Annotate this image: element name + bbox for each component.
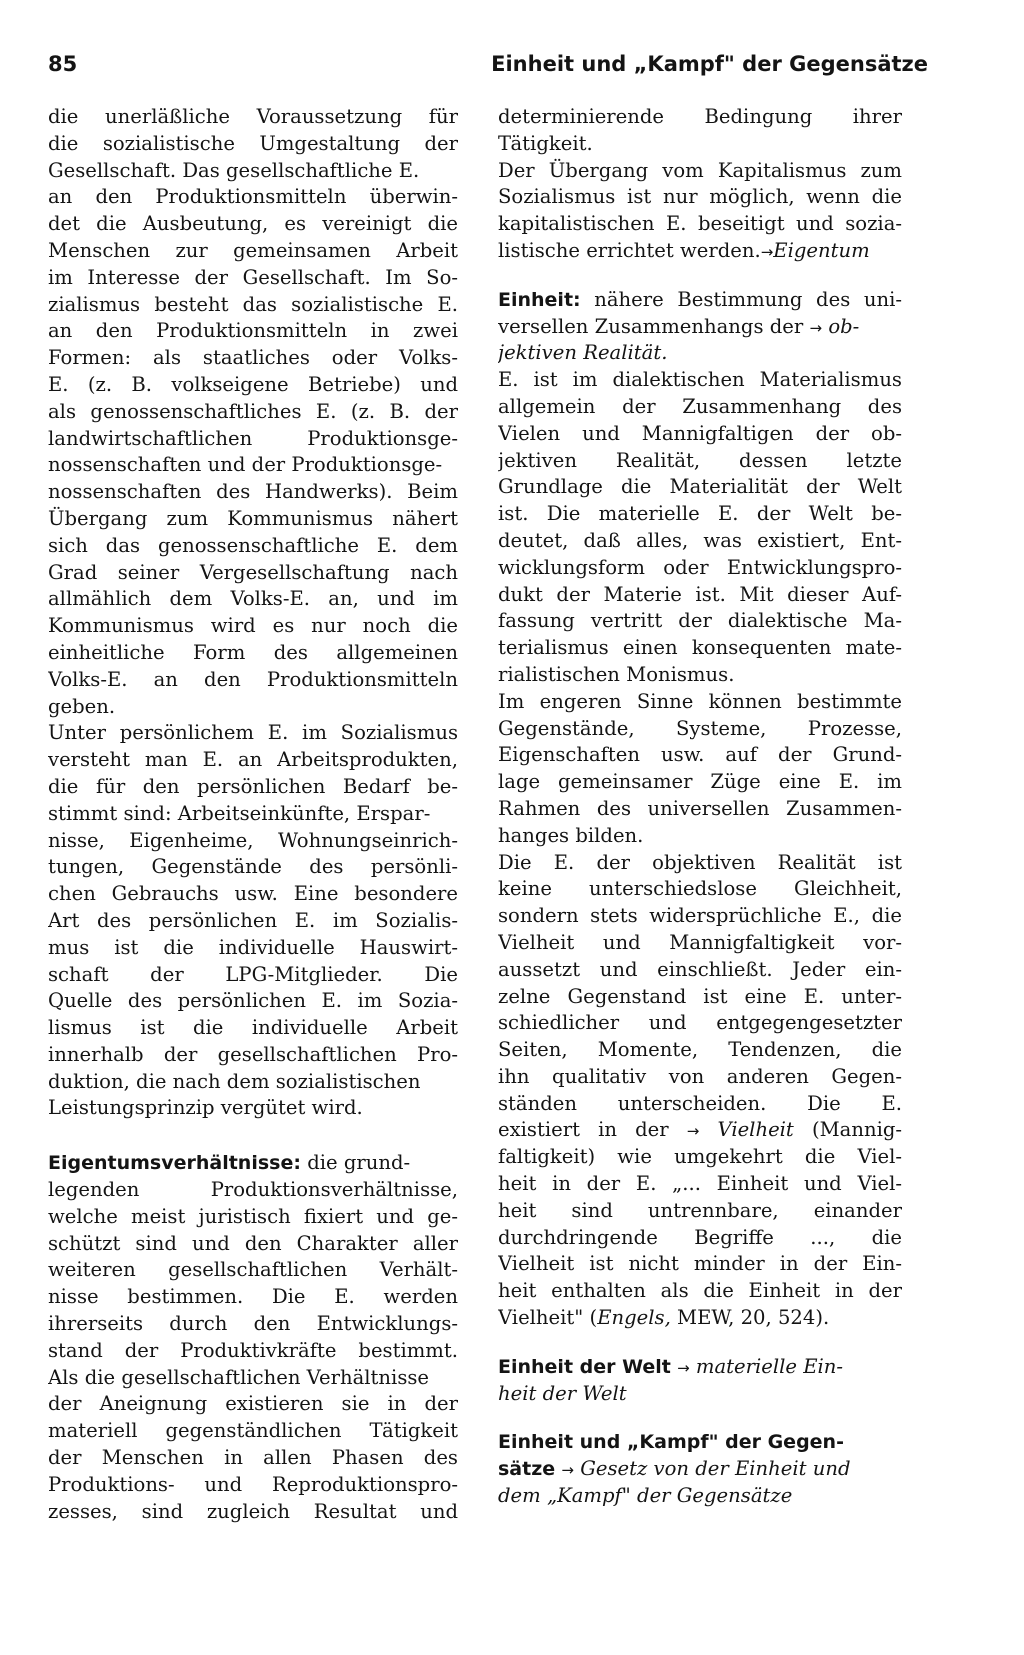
text-line: Tätigkeit.: [498, 131, 593, 155]
text-line: Kommunismus wird es nur noch die: [48, 614, 458, 638]
text-line: chen Gebrauchs usw. Eine besondere: [48, 882, 458, 906]
entry-eigentumsverhaeltnisse-continuation: [498, 104, 902, 265]
text-line: Art des persönlichen E. im Sozialis-: [48, 908, 458, 932]
text-line: Rahmen des universellen Zusammen-: [498, 796, 902, 820]
text-line: schaft der LPG-Mitglieder. Die: [48, 962, 458, 986]
text-line: sondern stets widersprüchliche E., die: [498, 904, 902, 928]
entry-text: versellen Zusammenhangs der: [498, 314, 804, 338]
text-line: schiedlicher und entgegengesetzter: [498, 1011, 902, 1035]
text-line: fassung vertritt der dialektische Ma-: [498, 609, 902, 633]
text-line: terialismus einen konsequenten mate-: [498, 636, 902, 660]
text-line: kapitalistischen E. beseitigt und sozia-: [498, 212, 902, 236]
text-line: duktion, die nach dem sozialistischen: [48, 1069, 421, 1093]
text-line: versteht man E. an Arbeitsprodukten,: [48, 748, 458, 772]
text-line: schützt sind und den Charakter aller: [48, 1231, 458, 1255]
running-head: [48, 50, 928, 90]
text-line: zialismus besteht das sozialistische E.: [48, 292, 458, 316]
text-line: legenden Produktionsverhältnisse,: [48, 1178, 458, 1202]
text-line: die sozialistische Umgestaltung der: [48, 131, 458, 155]
text-line: stand der Produktivkräfte bestimmt.: [48, 1338, 458, 1362]
cross-reference-arrow-icon: →: [809, 318, 823, 337]
text-line: nisse bestimmen. Die E. werden: [48, 1285, 458, 1309]
entry-text: (Mannig-: [811, 1118, 902, 1142]
text-line: Grad seiner Vergesellschaftung nach: [48, 560, 458, 584]
entry-first-line: [498, 1354, 902, 1381]
cross-reference-arrow-icon: →: [677, 1358, 690, 1377]
headword: Einheit:: [498, 288, 581, 311]
text-line: weiteren gesellschaftlichen Verhält-: [48, 1258, 458, 1282]
text-line: Vielen und Mannigfaltigen der ob-: [498, 421, 902, 445]
text-line: wicklungsform oder Entwicklungspro-: [498, 555, 902, 579]
text-line: Der Übergang vom Kapitalismus zum: [498, 158, 902, 182]
text-line: allgemein der Zusammenhang des: [498, 394, 902, 418]
text-line: mus ist die individuelle Hauswirt-: [48, 935, 458, 959]
text-line: Eigenschaften usw. auf der Grund-: [498, 743, 902, 767]
text-line: keine unterschiedslose Gleichheit,: [498, 877, 902, 901]
text-line: nisse, Eigenheime, Wohnungseinrich-: [48, 828, 458, 852]
text-line: det die Ausbeutung, es vereinigt die: [48, 212, 458, 236]
text-line: im Interesse der Gesellschaft. Im So-: [48, 265, 458, 289]
text-line: E. (z. B. volkseigene Betriebe) und: [48, 372, 458, 396]
entry-text: nähere Bestimmung des uni-: [594, 287, 902, 311]
text-line: nossenschaften des Handwerks). Beim: [48, 480, 458, 504]
entry-einheit: [498, 287, 902, 1332]
text-line: stimmt sind: Arbeitseinkünfte, Erspar-: [48, 801, 431, 825]
text-line: Produktions- und Reproduktionspro-: [48, 1472, 458, 1496]
text-line: Übergang zum Kommunismus nähert: [48, 506, 458, 530]
text-line: Gesellschaft. Das gesellschaftliche E.: [48, 158, 420, 182]
cross-reference-link[interactable]: Vielheit: [717, 1118, 794, 1142]
text-line: dukt der Materie ist. Mit dieser Auf-: [498, 582, 902, 606]
text-line: zelne Gegenstand ist eine E. unter-: [498, 984, 902, 1008]
entry-first-line: [48, 1150, 458, 1177]
text-line: landwirtschaftlichen Produktionsge-: [48, 426, 458, 450]
text-line: Quelle des persönlichen E. im Sozia-: [48, 989, 458, 1013]
text-line: tungen, Gegenstände des persönli-: [48, 855, 458, 879]
text-line: als genossenschaftliches E. (z. B. der: [48, 399, 458, 423]
headword: Eigentumsverhältnisse:: [48, 1152, 301, 1175]
text-line: Als die gesellschaftlichen Verhältnisse: [48, 1365, 430, 1389]
cross-reference-arrow-icon: →: [561, 1461, 574, 1480]
running-title: Einheit und „Kampf" der Gegensätze: [491, 52, 928, 76]
entry-eigentumsverhaeltnisse: [48, 1150, 458, 1525]
text-line: der Menschen in allen Phasen des: [48, 1446, 458, 1470]
text-line: an den Produktionsmitteln überwin-: [48, 185, 458, 209]
text-line: Im engeren Sinne können bestimmte: [498, 689, 902, 713]
text-line: der Aneignung existieren sie in der: [48, 1392, 458, 1416]
text-line: heit enthalten als die Einheit in der: [498, 1279, 902, 1303]
text-line: Formen: als staatliches oder Volks-: [48, 346, 458, 370]
entry-text: listische errichtet werden.: [498, 238, 761, 262]
text-line: Unter persönlichem E. im Sozialismus: [48, 721, 458, 745]
text-line: [498, 238, 902, 265]
text-line: zesses, sind zugleich Resultat und: [48, 1499, 458, 1523]
text-line: lismus ist die individuelle Arbeit: [48, 1016, 458, 1040]
citation-line: [498, 1305, 902, 1332]
text-line: allmählich dem Volks-E. an, und im: [48, 587, 458, 611]
left-column: [48, 104, 458, 1525]
cross-reference-link[interactable]: Eigentum: [773, 238, 870, 262]
entry-einheit-und-kampf: [498, 1429, 902, 1509]
entry-text: existiert in der: [498, 1118, 669, 1142]
cross-reference-link[interactable]: Gesetz von der Einheit und: [580, 1457, 851, 1481]
text-line: Gegenstände, Systeme, Prozesse,: [498, 716, 902, 740]
entry-text: MEW, 20, 524).: [670, 1306, 830, 1330]
text-line: welche meist juristisch fixiert und ge-: [48, 1204, 458, 1228]
cross-reference-link[interactable]: dem „Kampf" der Gegensätze: [498, 1484, 793, 1508]
entry-eigentum-continuation: [48, 104, 458, 1122]
text-line: ihrerseits durch den Entwicklungs-: [48, 1312, 458, 1336]
text-line: Die E. der objektiven Realität ist: [498, 850, 902, 874]
citation-author: Engels,: [597, 1306, 671, 1330]
text-line: deutet, daß alles, was existiert, Ent-: [498, 528, 902, 552]
cross-reference-link[interactable]: jektiven Realität.: [498, 341, 668, 365]
text-line: Leistungsprinzip vergütet wird.: [48, 1096, 363, 1120]
text-line: nossenschaften und der Produktionsge-: [48, 453, 443, 477]
text-line: ständen unterscheiden. Die E.: [498, 1091, 902, 1115]
text-line: rialistischen Monismus.: [498, 662, 735, 686]
headword: Einheit und „Kampf" der Gegen-: [498, 1431, 844, 1454]
page-number: 85: [48, 52, 78, 76]
headword: sätze: [498, 1458, 556, 1481]
entry-einheit-der-welt: [498, 1354, 902, 1408]
text-line: [498, 1456, 902, 1483]
right-column: [498, 104, 902, 1510]
text-line: Vielheit und Mannigfaltigkeit vor-: [498, 930, 902, 954]
text-line: Seiten, Momente, Tendenzen, die: [498, 1038, 902, 1062]
text-line: ihn qualitativ von anderen Gegen-: [498, 1064, 902, 1088]
text-line: [498, 1117, 902, 1144]
text-line: Volks-E. an den Produktionsmitteln: [48, 667, 458, 691]
text-line: sich das genossenschaftliche E. dem: [48, 533, 458, 557]
text-line: heit in der E. „... Einheit und Viel-: [498, 1172, 902, 1196]
text-line: E. ist im dialektischen Materialismus: [498, 368, 902, 392]
entry-text: die grund-: [307, 1151, 411, 1175]
entry-text: Vielheit" (: [498, 1306, 598, 1330]
text-line: Vielheit ist nicht minder in der Ein-: [498, 1252, 902, 1276]
text-line: Sozialismus ist nur möglich, wenn die: [498, 185, 902, 209]
text-line: hanges bilden.: [498, 823, 644, 847]
text-line: durchdringende Begriffe ..., die: [498, 1225, 902, 1249]
cross-reference-link[interactable]: materielle Ein-: [695, 1354, 844, 1378]
cross-reference-arrow-icon: →: [686, 1122, 700, 1141]
text-line: einheitliche Form des allgemeinen: [48, 640, 458, 664]
text-line: materiell gegenständlichen Tätigkeit: [48, 1419, 458, 1443]
text-line: aussetzt und einschließt. Jeder ein-: [498, 957, 902, 981]
text-line: [498, 314, 902, 341]
text-line: ist. Die materielle E. der Welt be-: [498, 502, 902, 526]
entry-first-line: [498, 287, 902, 314]
text-line: heit sind untrennbare, einander: [498, 1198, 902, 1222]
text-line: an den Produktionsmitteln in zwei: [48, 319, 458, 343]
text-line: faltigkeit) wie umgekehrt die Viel-: [498, 1145, 902, 1169]
headword: Einheit der Welt: [498, 1355, 671, 1378]
cross-reference-link[interactable]: ob-: [828, 314, 860, 338]
text-line: geben.: [48, 694, 116, 718]
text-line: innerhalb der gesellschaftlichen Pro-: [48, 1042, 458, 1066]
text-line: jektiven Realität, dessen letzte: [498, 448, 902, 472]
text-line: determinierende Bedingung ihrer: [498, 105, 902, 128]
cross-reference-link[interactable]: heit der Welt: [498, 1381, 627, 1405]
cross-reference-arrow-icon: →: [760, 242, 774, 261]
text-line: Grundlage die Materialität der Welt: [498, 475, 902, 499]
text-line: die unerläßliche Voraussetzung für: [48, 105, 458, 128]
text-line: lage gemeinsamer Züge eine E. im: [498, 770, 902, 794]
text-line: die für den persönlichen Bedarf be-: [48, 774, 458, 798]
text-line: Menschen zur gemeinsamen Arbeit: [48, 238, 458, 262]
